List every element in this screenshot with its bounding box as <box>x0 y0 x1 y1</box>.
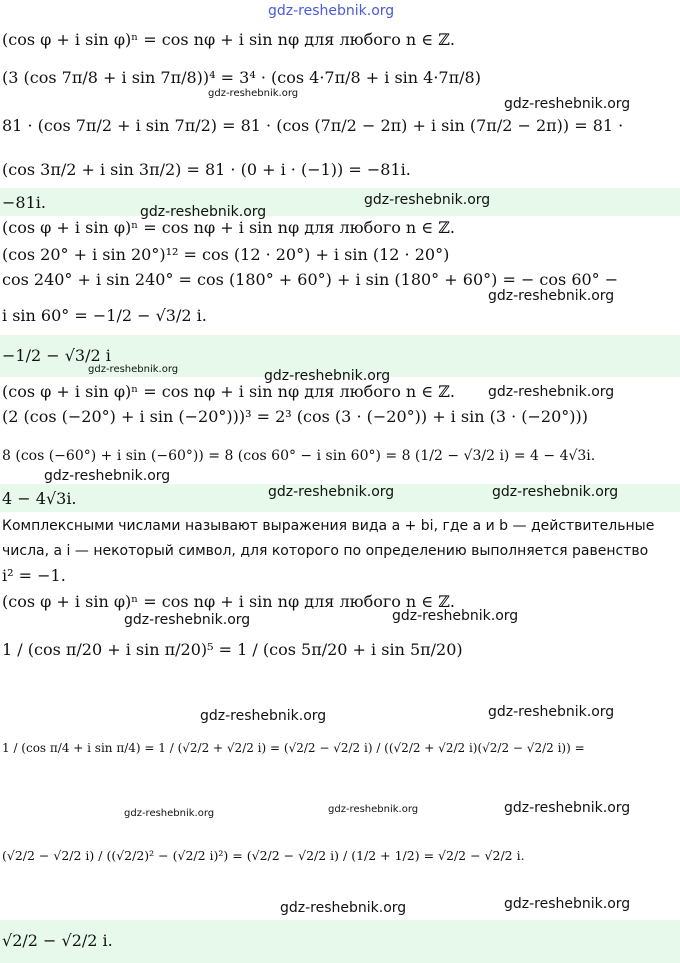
formula-line-4: (cos 3π/2 + i sin 3π/2) = 81 · (0 + i · (−1)) = −81i. <box>2 160 411 179</box>
formula-line-5: (cos φ + i sin φ)ⁿ = cos nφ + i sin nφ для любого n ∈ ℤ. <box>2 218 456 237</box>
formula-line-1: (cos φ + i sin φ)ⁿ = cos nφ + i sin nφ для любого n ∈ ℤ. <box>2 30 456 49</box>
answer-band-1 <box>0 188 680 216</box>
watermark: gdz-reshebnik.org <box>504 96 631 112</box>
formula-line-13: 1 / (cos π/20 + i sin π/20)⁵ = 1 / (cos 5π/20 + i sin 5π/20) <box>2 640 463 659</box>
formula-line-6: (cos 20° + i sin 20°)¹² = cos (12 · 20°) + i sin (12 · 20°) <box>2 245 450 264</box>
watermark: gdz-reshebnik.org <box>88 364 179 375</box>
watermark: gdz-reshebnik.org <box>200 708 327 724</box>
formula-line-3: 81 · (cos 7π/2 + i sin 7π/2) = 81 · (cos (7π/2 − 2π) + i sin (7π/2 − 2π)) = 81 · <box>2 116 624 135</box>
formula-line-2: (3 (cos 7π/8 + i sin 7π/8))⁴ = 3⁴ · (cos 4·7π/8 + i sin 4·7π/8) <box>2 68 481 87</box>
answer-4: √2/2 − √2/2 i. <box>2 931 113 950</box>
watermark: gdz-reshebnik.org <box>124 612 251 628</box>
watermark: gdz-reshebnik.org <box>504 800 631 816</box>
formula-line-9: (cos φ + i sin φ)ⁿ = cos nφ + i sin nφ для любого n ∈ ℤ. <box>2 382 456 401</box>
watermark: gdz-reshebnik.org <box>44 468 171 484</box>
theory-text-2: числа, а i — некоторый символ, для которого по определению выполняется равенство <box>2 543 649 559</box>
theory-text-1: Комплексными числами называют выражения вида a + bi, где a и b — действительные <box>2 518 655 534</box>
formula-line-15: (√2/2 − √2/2 i) / ((√2/2)² − (√2/2 i)²) = (√2/2 − √2/2 i) / (1/2 + 1/2) = √2/2 − √2/2 i. <box>2 848 525 863</box>
watermark: gdz-reshebnik.org <box>208 88 299 99</box>
watermark: gdz-reshebnik.org <box>280 900 407 916</box>
watermark: gdz-reshebnik.org <box>124 808 215 819</box>
site-header-link[interactable]: gdz-reshebnik.org <box>268 3 395 19</box>
formula-line-8: i sin 60° = −1/2 − √3/2 i. <box>2 306 207 325</box>
watermark: gdz-reshebnik.org <box>328 804 419 815</box>
watermark: gdz-reshebnik.org <box>492 484 619 500</box>
answer-3: 4 − 4√3i. <box>2 489 77 508</box>
watermark: gdz-reshebnik.org <box>504 896 631 912</box>
watermark: gdz-reshebnik.org <box>268 484 395 500</box>
formula-line-14: 1 / (cos π/4 + i sin π/4) = 1 / (√2/2 + √2/2 i) = (√2/2 − √2/2 i) / ((√2/2 + √2/2 i)(√2/2 − √2/2 i)) = <box>2 741 585 755</box>
watermark: gdz-reshebnik.org <box>488 384 615 400</box>
formula-line-7: cos 240° + i sin 240° = cos (180° + 60°) + i sin (180° + 60°) = − cos 60° − <box>2 270 619 289</box>
answer-2: −1/2 − √3/2 i <box>2 346 111 365</box>
watermark: gdz-reshebnik.org <box>264 368 391 384</box>
watermark: gdz-reshebnik.org <box>392 608 519 624</box>
formula-line-11: 8 (cos (−60°) + i sin (−60°)) = 8 (cos 60° − i sin 60°) = 8 (1/2 − √3/2 i) = 4 − 4√3i. <box>2 448 596 464</box>
watermark: gdz-reshebnik.org <box>488 288 615 304</box>
watermark: gdz-reshebnik.org <box>364 192 491 208</box>
formula-line-10: (2 (cos (−20°) + i sin (−20°)))³ = 2³ (cos (3 · (−20°)) + i sin (3 · (−20°))) <box>2 407 589 426</box>
answer-1: −81i. <box>2 193 46 212</box>
theory-text-3: i² = −1. <box>2 566 66 585</box>
watermark: gdz-reshebnik.org <box>140 204 267 220</box>
watermark: gdz-reshebnik.org <box>488 704 615 720</box>
formula-line-12: (cos φ + i sin φ)ⁿ = cos nφ + i sin nφ для любого n ∈ ℤ. <box>2 592 456 611</box>
